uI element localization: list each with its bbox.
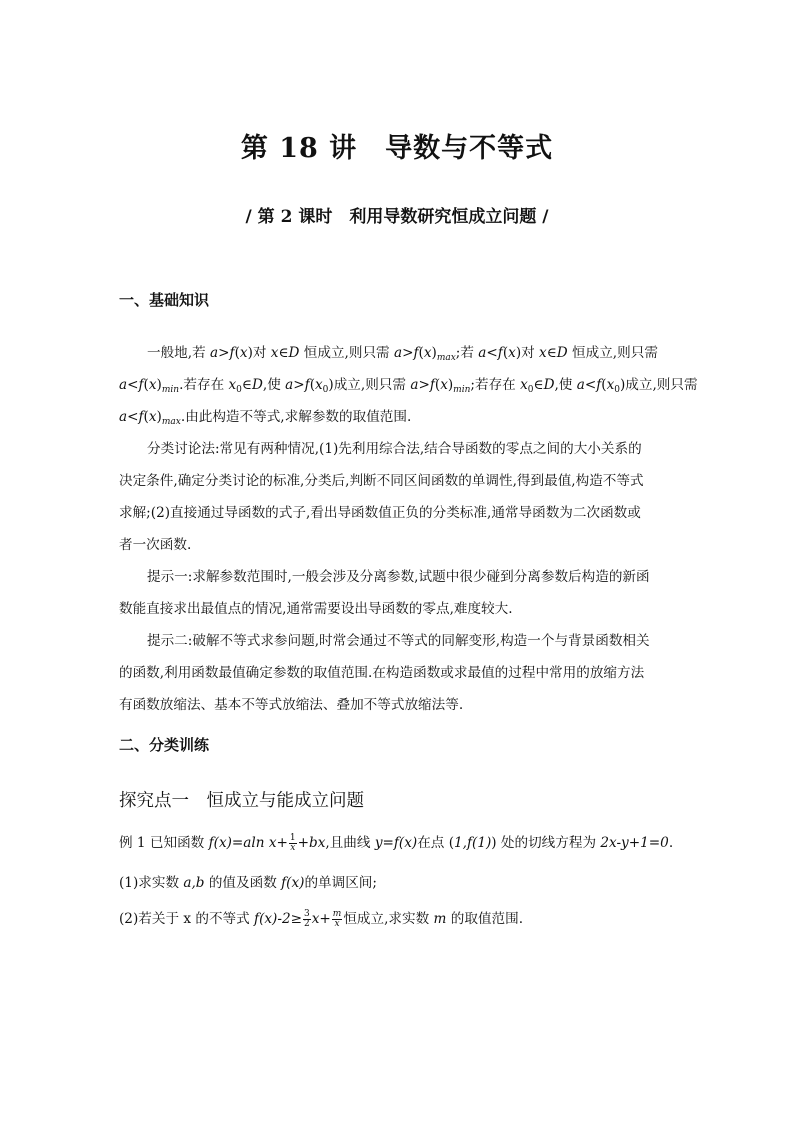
para4-line1: 提示二:破解不等式求参问题,时常会通过不等式的同解变形,构造一个与背景函数相关 [147,633,650,649]
question-1: (1)求实数 a,b 的值及函数 f(x)的单调区间; [119,875,377,891]
para4-line3: 有函数放缩法、基本不等式放缩法、叠加不等式放缩法等. [119,697,464,713]
fraction-1-over-x: $\frac{1}{x}$ [289,833,296,853]
para3-line1: 提示一:求解参数范围时,一般会涉及分离参数,试题中很少碰到分离参数后构造的新函 [147,569,650,585]
para2-line4: 者一次函数. [119,537,192,553]
para2-line1: 分类讨论法:常见有两种情况,(1)先利用综合法,结合导函数的零点之间的大小关系的 [147,441,642,457]
fraction-3-over-2: $\frac{3}{2}$ [303,909,310,929]
para3-line2: 数能直接求出最值点的情况,通常需要设出导函数的零点,难度较大. [119,601,513,617]
para2-line2: 决定条件,确定分类讨论的标准,分类后,判断不同区间函数的单调性,得到最值,构造不等式 [119,473,644,489]
example-1: 例 1 已知函数 f(x)=aln x+ $\frac{1}{x}+bx$,且曲线 y=f(x)在点 (1,f(1)) 处的切线方程为 2x-y+1=0. [119,833,674,853]
para1-line2: $a<f(x)_{min}$.若存在 $x_0\in D$,使 $a>f(x_0)$成立,则只需 $a>f(x)_{min}$;若存在 $x_0\in D$,使 $a<f(x_0)$成立,则只需 [119,377,698,395]
lesson-subtitle: / 第 2 课时 利用导数研究恒成立问题 / [245,207,549,227]
para1-line3: $a<f(x)_{max}$.由此构造不等式,求解参数的取值范围. [119,409,412,427]
para4-line2: 的函数,利用函数最值确定参数的取值范围.在构造函数或求最值的过程中常用的放缩方法 [119,665,645,681]
page-title: 第 18 讲 导数与不等式 [240,133,554,164]
subsection-heading: 探究点一 恒成立与能成立问题 [119,791,364,811]
question-2: (2)若关于 x 的不等式 f(x)-2≥ $\frac{3}{2}$ x+ $\frac{m}{x}$恒成立,求实数 m 的取值范围. [119,909,524,929]
para1-line1: 一般地,若 a>f(x)对 x∈D 恒成立,则只需 $a>f(x)_{max}$;若 a<f(x)对 x∈D 恒成立,则只需 [147,345,658,363]
fraction-m-over-x: $\frac{m}{x}$ [332,909,342,929]
section-heading-training: 二、分类训练 [119,736,210,754]
section-heading-basics: 一、基础知识 [119,291,210,309]
para2-line3: 求解;(2)直接通过导函数的式子,看出导函数值正负的分类标准,通常导函数为二次函数或 [119,505,641,521]
